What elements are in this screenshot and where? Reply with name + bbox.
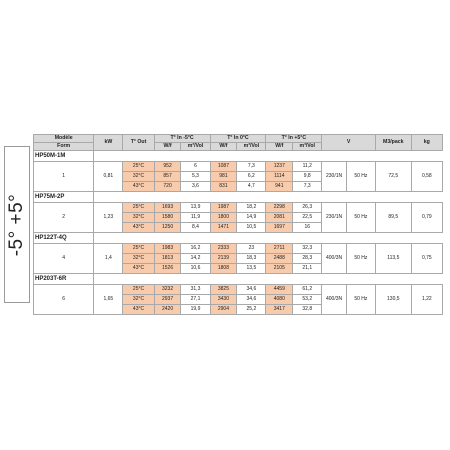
m3pack-value: 130,5	[375, 285, 411, 315]
form-value: 6	[34, 285, 94, 315]
m3vol-minus5-value: 11,9	[181, 213, 210, 223]
m3vol-0-value: 4,7	[237, 182, 266, 192]
wf-plus5-value: 941	[266, 182, 293, 192]
wf-plus5-value: 1114	[266, 172, 293, 182]
frequency-value: 50 Hz	[346, 203, 375, 233]
model-spacer	[94, 274, 443, 285]
wf-minus5-value: 1580	[154, 213, 181, 223]
wf-minus5-value: 1526	[154, 264, 181, 274]
m3vol-minus5-value: 31,3	[181, 285, 210, 295]
m3vol-0-value: 14,9	[237, 213, 266, 223]
header-v: V	[322, 135, 376, 151]
kg-value: 0,75	[411, 244, 442, 274]
table-row	[34, 244, 443, 254]
t-out-value: 25°C	[123, 244, 154, 254]
m3vol-0-value: 34,6	[237, 285, 266, 295]
kw-value: 1,65	[94, 285, 123, 315]
wf-0-value: 3430	[210, 295, 237, 305]
m3vol-minus5-value: 8,4	[181, 223, 210, 233]
model-spacer	[94, 233, 443, 244]
header-kw: kW	[94, 135, 123, 151]
m3vol-plus5-value: 22,5	[293, 213, 322, 223]
frequency-value: 50 Hz	[346, 162, 375, 192]
temperature-range-label	[4, 146, 30, 303]
model-name: HP75M-2P	[34, 192, 94, 203]
voltage-value: 230/1N	[322, 162, 347, 192]
form-value: 2	[34, 203, 94, 233]
m3vol-plus5-value: 26,3	[293, 203, 322, 213]
m3vol-minus5-value: 10,6	[181, 264, 210, 274]
wf-minus5-value: 1983	[154, 244, 181, 254]
m3vol-plus5-value: 16	[293, 223, 322, 233]
t-out-value: 43°C	[123, 223, 154, 233]
header-kg: kg	[411, 135, 442, 151]
model-name: HP50M-1M	[34, 151, 94, 162]
kg-value: 0,58	[411, 162, 442, 192]
wf-minus5-value: 2420	[154, 305, 181, 315]
t-out-value: 43°C	[123, 264, 154, 274]
m3vol-plus5-value: 61,2	[293, 285, 322, 295]
wf-minus5-value: 1813	[154, 254, 181, 264]
kw-value: 1,23	[94, 203, 123, 233]
t-out-value: 32°C	[123, 295, 154, 305]
header-form: Form	[34, 143, 94, 151]
wf-minus5-value: 2937	[154, 295, 181, 305]
header-t-in-0: T° In 0°C	[210, 135, 266, 143]
wf-0-value: 1987	[210, 203, 237, 213]
frequency-value: 50 Hz	[346, 244, 375, 274]
m3pack-value: 72,5	[375, 162, 411, 192]
t-out-value: 25°C	[123, 285, 154, 295]
header-m3vol: m³/Vol	[237, 143, 266, 151]
kw-value: 0,81	[94, 162, 123, 192]
header-m3pack: M3/pack	[375, 135, 411, 151]
header-model: Modèle	[34, 135, 94, 143]
m3vol-0-value: 34,6	[237, 295, 266, 305]
table-row	[34, 203, 443, 213]
kg-value: 0,79	[411, 203, 442, 233]
header-t-in-plus5: T° In +5°C	[266, 135, 322, 143]
t-out-value: 32°C	[123, 172, 154, 182]
wf-0-value: 1800	[210, 213, 237, 223]
wf-plus5-value: 2081	[266, 213, 293, 223]
form-value: 4	[34, 244, 94, 274]
wf-minus5-value: 857	[154, 172, 181, 182]
m3vol-plus5-value: 7,3	[293, 182, 322, 192]
m3vol-plus5-value: 32,8	[293, 305, 322, 315]
wf-plus5-value: 4459	[266, 285, 293, 295]
wf-0-value: 1808	[210, 264, 237, 274]
voltage-value: 400/3N	[322, 285, 347, 315]
m3vol-0-value: 18,2	[237, 203, 266, 213]
form-value: 1	[34, 162, 94, 192]
m3vol-0-value: 18,3	[237, 254, 266, 264]
wf-minus5-value: 1693	[154, 203, 181, 213]
m3vol-plus5-value: 21,1	[293, 264, 322, 274]
header-m3vol: m³/Vol	[181, 143, 210, 151]
m3vol-minus5-value: 16,2	[181, 244, 210, 254]
m3vol-0-value: 7,3	[237, 162, 266, 172]
model-spacer	[94, 192, 443, 203]
header-t-out: T° Out	[123, 135, 154, 151]
m3vol-minus5-value: 19,9	[181, 305, 210, 315]
wf-plus5-value: 1697	[266, 223, 293, 233]
model-name: HP203T-6R	[34, 274, 94, 285]
model-name: HP122T-4Q	[34, 233, 94, 244]
m3vol-0-value: 23	[237, 244, 266, 254]
wf-plus5-value: 2488	[266, 254, 293, 264]
header-wf: W/f	[210, 143, 237, 151]
table-row	[34, 285, 443, 295]
header-wf: W/f	[154, 143, 181, 151]
wf-minus5-value: 1250	[154, 223, 181, 233]
t-out-value: 43°C	[123, 182, 154, 192]
m3vol-minus5-value: 3,6	[181, 182, 210, 192]
m3pack-value: 89,5	[375, 203, 411, 233]
wf-plus5-value: 3417	[266, 305, 293, 315]
table-row	[34, 162, 443, 172]
wf-minus5-value: 3232	[154, 285, 181, 295]
t-out-value: 32°C	[123, 254, 154, 264]
m3vol-0-value: 13,5	[237, 264, 266, 274]
wf-0-value: 981	[210, 172, 237, 182]
t-out-value: 25°C	[123, 162, 154, 172]
m3vol-plus5-value: 32,3	[293, 244, 322, 254]
wf-0-value: 1471	[210, 223, 237, 233]
model-spacer	[94, 151, 443, 162]
header-wf: W/f	[266, 143, 293, 151]
m3vol-minus5-value: 13,9	[181, 203, 210, 213]
wf-minus5-value: 952	[154, 162, 181, 172]
wf-plus5-value: 4080	[266, 295, 293, 305]
wf-0-value: 831	[210, 182, 237, 192]
voltage-value: 230/1N	[322, 203, 347, 233]
wf-0-value: 2333	[210, 244, 237, 254]
m3vol-plus5-value: 53,2	[293, 295, 322, 305]
heat-pump-spec-table	[33, 134, 443, 315]
m3vol-minus5-value: 6	[181, 162, 210, 172]
wf-0-value: 1087	[210, 162, 237, 172]
header-m3vol: m³/Vol	[293, 143, 322, 151]
m3vol-minus5-value: 5,3	[181, 172, 210, 182]
m3pack-value: 113,5	[375, 244, 411, 274]
kw-value: 1,4	[94, 244, 123, 274]
voltage-value: 400/3N	[322, 244, 347, 274]
m3vol-plus5-value: 9,8	[293, 172, 322, 182]
wf-plus5-value: 2105	[266, 264, 293, 274]
wf-0-value: 2139	[210, 254, 237, 264]
side-label-text: -5° +5°	[6, 193, 27, 256]
wf-plus5-value: 1237	[266, 162, 293, 172]
m3vol-minus5-value: 14,2	[181, 254, 210, 264]
m3vol-0-value: 10,5	[237, 223, 266, 233]
t-out-value: 43°C	[123, 305, 154, 315]
wf-0-value: 2904	[210, 305, 237, 315]
wf-plus5-value: 2711	[266, 244, 293, 254]
m3vol-0-value: 25,2	[237, 305, 266, 315]
m3vol-plus5-value: 28,3	[293, 254, 322, 264]
wf-minus5-value: 720	[154, 182, 181, 192]
frequency-value: 50 Hz	[346, 285, 375, 315]
t-out-value: 32°C	[123, 213, 154, 223]
m3vol-0-value: 6,2	[237, 172, 266, 182]
kg-value: 1,22	[411, 285, 442, 315]
m3vol-plus5-value: 11,2	[293, 162, 322, 172]
t-out-value: 25°C	[123, 203, 154, 213]
header-t-in-minus5: T° In -5°C	[154, 135, 210, 143]
wf-0-value: 3825	[210, 285, 237, 295]
m3vol-minus5-value: 27,1	[181, 295, 210, 305]
wf-plus5-value: 2298	[266, 203, 293, 213]
